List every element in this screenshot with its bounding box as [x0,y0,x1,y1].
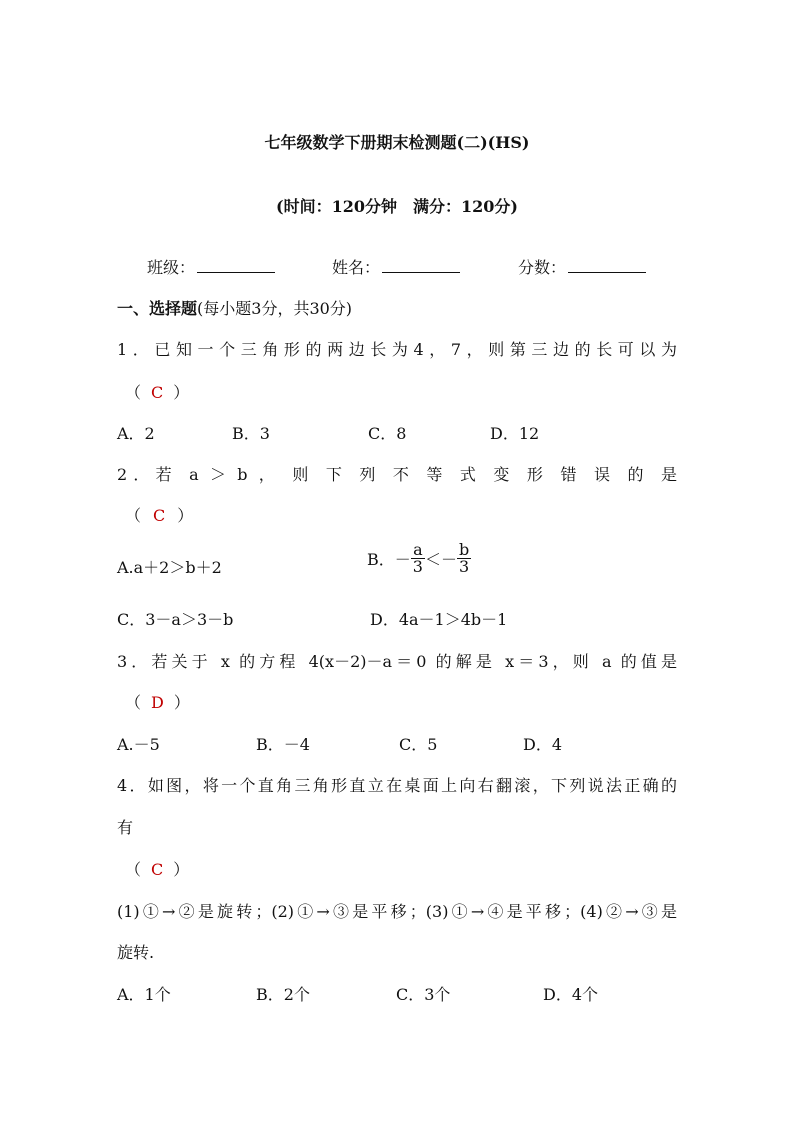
name-blank [382,258,460,273]
question-1-answer: （ C ） [125,383,190,402]
question-2-option-a: A.a＋2＞b＋2 [117,558,222,577]
class-label: 班级： [147,258,196,277]
score-label: 分数： [518,258,567,277]
class-field [147,255,275,278]
question-4-option-b: B．2个 [256,985,310,1004]
question-4-stem: 4．如图，将一个直角三角形直立在桌面上向右翻滚，下列说法正确的 [117,776,677,795]
fraction-a-over-3: $\frac{a}{3}$ [412,540,423,576]
question-3-option-a: A.－5 [117,735,160,754]
question-3-option-c: C．5 [399,735,438,754]
question-2-stem: 2．若 a ＞ b ， 则 下 列 不 等 式 变 形 错 误 的 是 [117,465,677,484]
question-4-option-d: D．4个 [543,985,599,1004]
fraction-b-over-3: $\frac{b}{3}$ [458,540,470,576]
question-1-option-a: A．2 [117,424,155,443]
question-4-option-a: A．1个 [117,985,171,1004]
answer-letter: D [151,693,164,712]
question-3-stem: 3．若关于 x 的方程 4(x－2)－a＝0 的解是 x＝3，则 a 的值是 [117,652,677,671]
question-2-answer: （ C ） [125,506,194,525]
question-2-option-c: C．3－a＞3－b [117,610,234,629]
page-title: 七年级数学下册期末检测题(二)(HS) [264,133,530,152]
answer-letter: C [151,383,164,402]
question-1-option-c: C．8 [368,424,407,443]
name-field [332,255,460,278]
class-blank [197,258,275,273]
page-subtitle: (时间：120分钟 满分：120分) [276,197,518,216]
question-4-answer: （ C ） [125,860,190,879]
question-3-option-d: D．4 [523,735,563,754]
question-4-option-c: C．3个 [396,985,451,1004]
question-3-option-b: B．－4 [256,735,310,754]
question-3-answer: （ D ） [125,693,190,712]
question-2-option-d: D．4a－1＞4b－1 [370,610,508,629]
score-blank [568,258,646,273]
answer-letter: C [153,506,166,525]
question-1-option-d: D．12 [490,424,540,443]
score-field [518,255,646,278]
name-label: 姓名： [332,258,381,277]
section-heading-bold: 一、选择题 [117,299,198,318]
question-1-option-b: B．3 [232,424,270,443]
section-heading [117,296,352,319]
question-2-option-b: B．－ $\frac{a}{3}$ ＜－ $\frac{b}{3}$ [367,540,470,576]
question-4-statements: (1)①→②是旋转；(2)①→③是平移；(3)①→④是平移；(4)②→③是 [117,902,677,921]
question-1-stem: 1．已知一个三角形的两边长为4，7，则第三边的长可以为 [117,340,677,359]
question-4-stem-continued: 有 [117,818,134,837]
answer-letter: C [151,860,164,879]
question-4-statements-continued: 旋转. [117,943,155,962]
section-heading-rest: (每小题3分，共30分) [197,299,353,318]
